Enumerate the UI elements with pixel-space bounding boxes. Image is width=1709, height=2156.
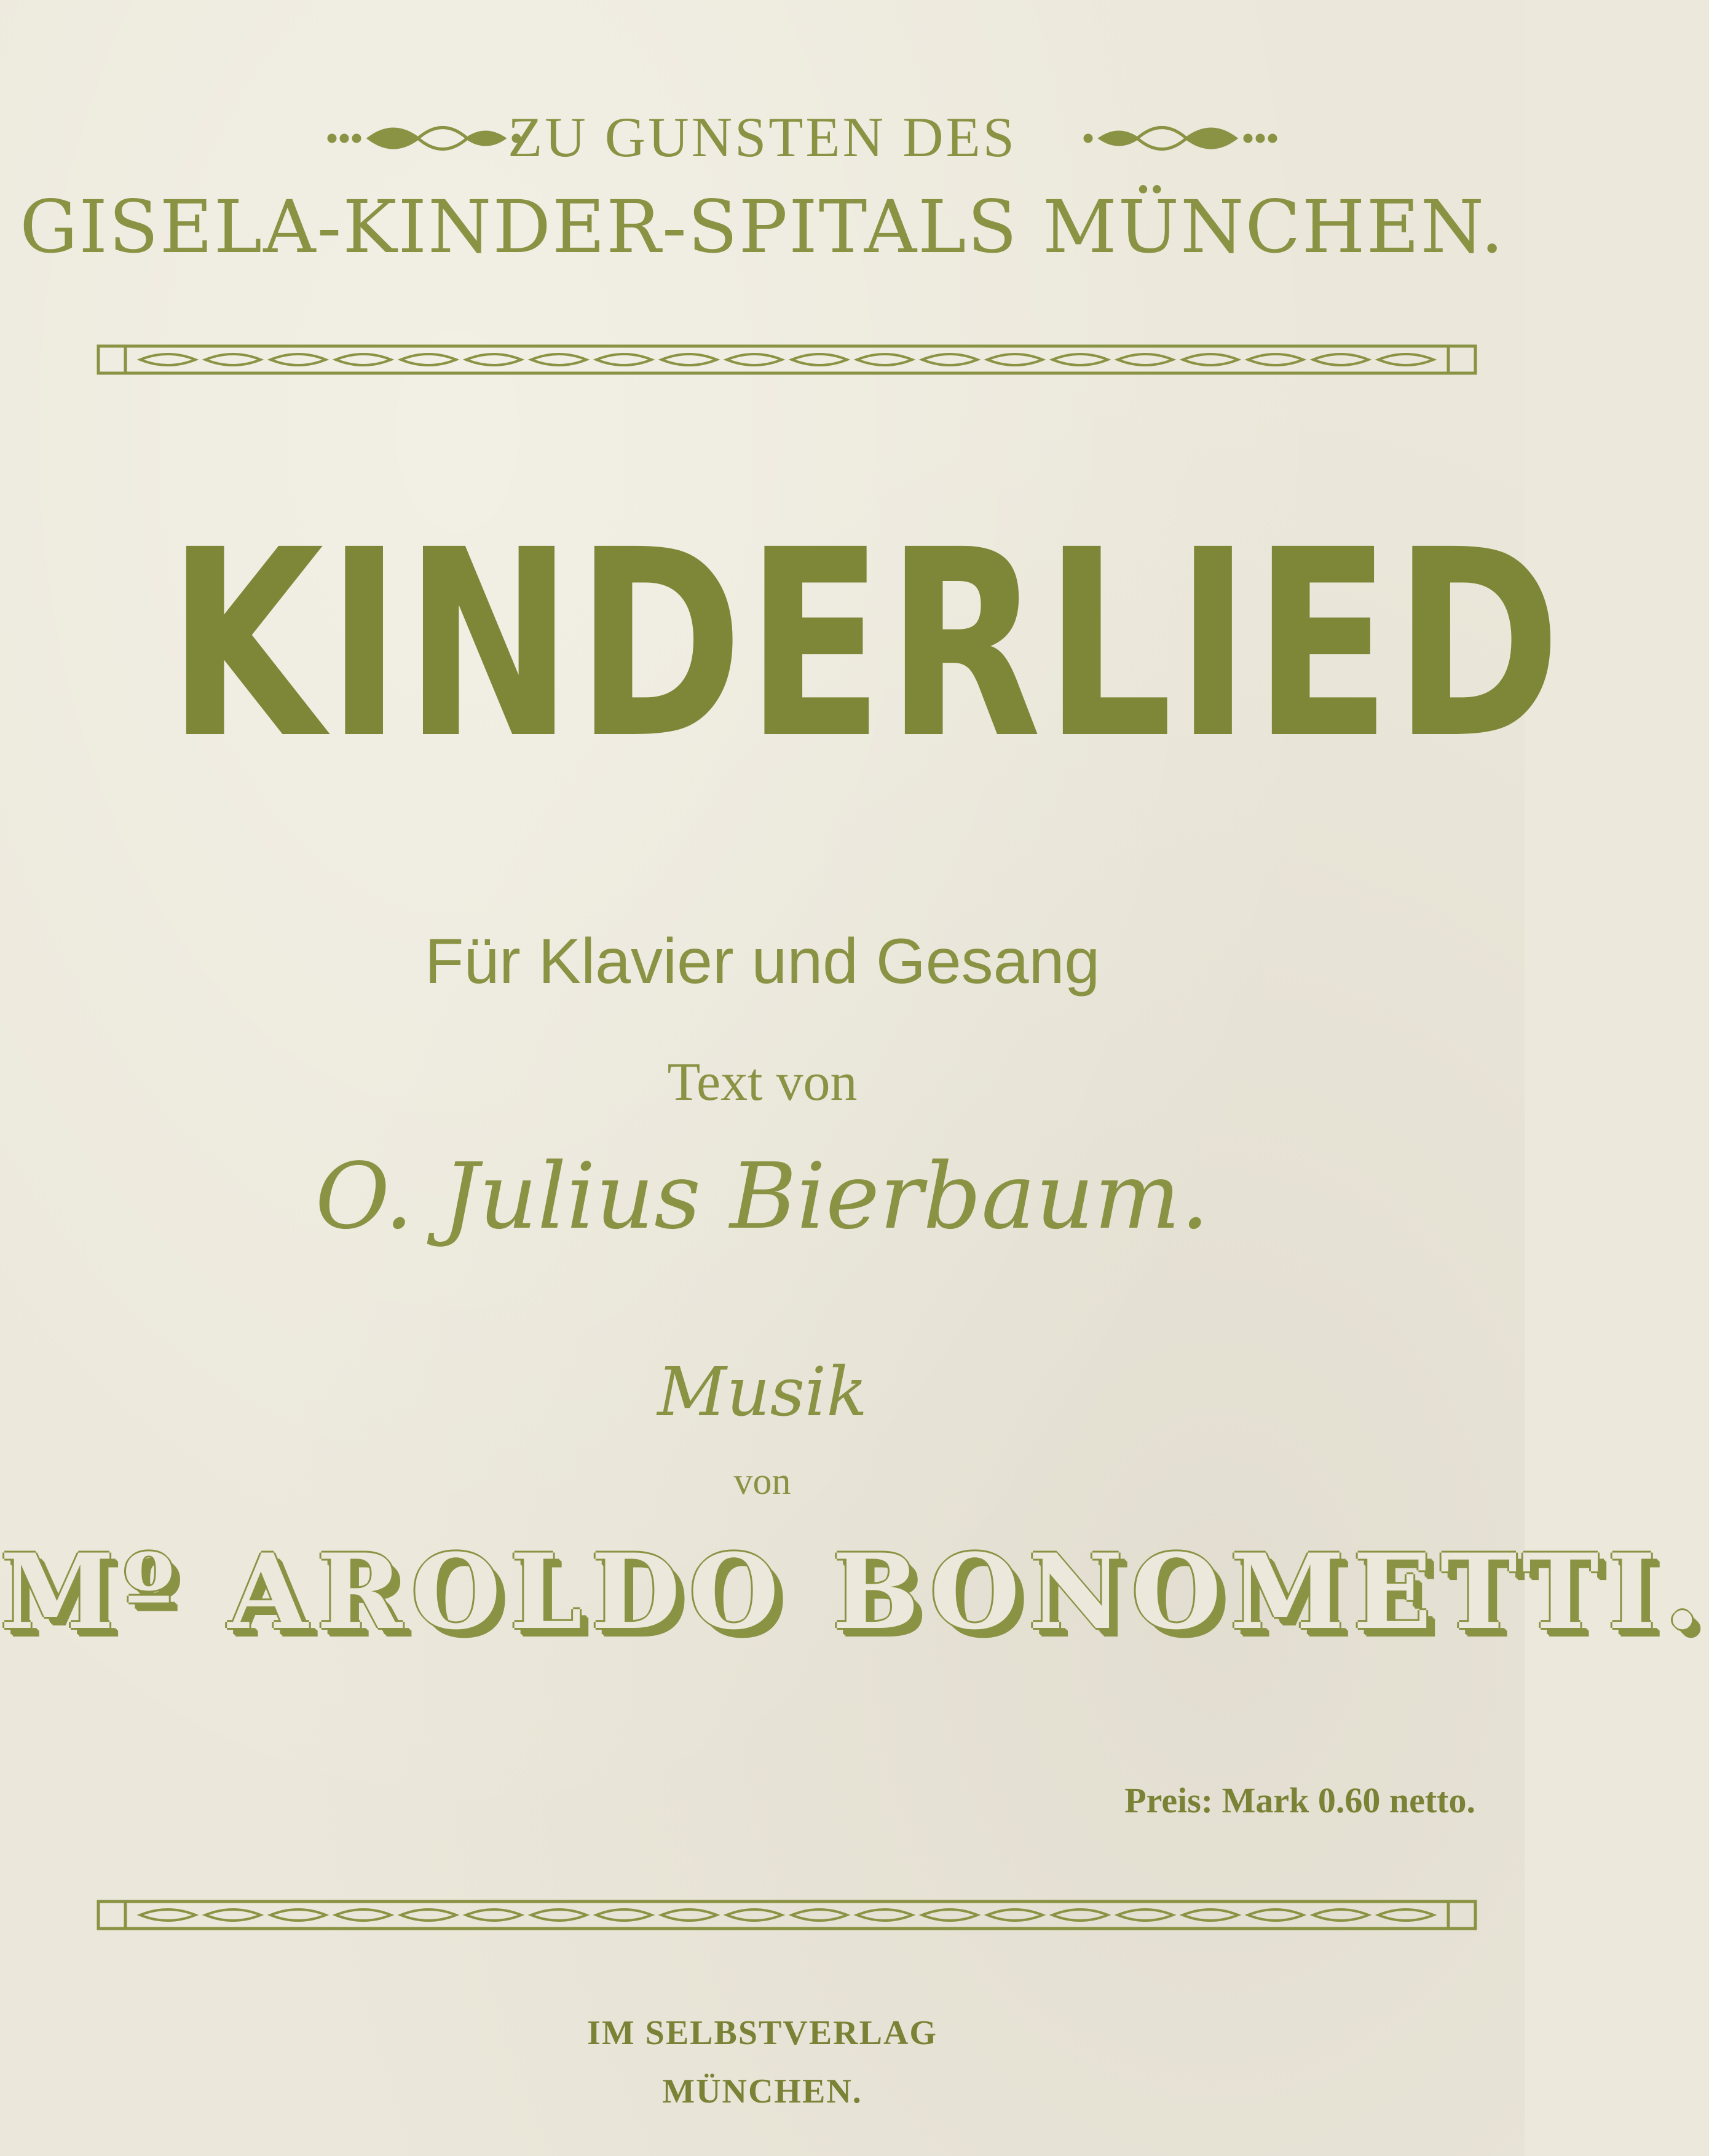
border-loop-ornament [140, 1909, 195, 1921]
border-loop-ornament [466, 354, 521, 365]
border-loop-ornament [987, 1909, 1043, 1921]
border-loop-ornament [1052, 1909, 1108, 1921]
border-loop-ornament [1052, 354, 1108, 365]
border-loop-ornament [1378, 354, 1434, 365]
border-loop-ornament [857, 1909, 912, 1921]
border-loop-ornament [922, 354, 977, 365]
border-loop-ornament [205, 354, 261, 365]
border-loop-ornament [336, 1909, 391, 1921]
decorative-border-top [98, 341, 1475, 378]
border-loop-ornament [1183, 354, 1238, 365]
text-by-label: Text von [667, 1052, 858, 1112]
publisher-line-2: MÜNCHEN. [662, 2072, 862, 2111]
border-loop-ornament [140, 354, 195, 365]
border-loop-ornament [857, 354, 912, 365]
author-name: O. Julius Bierbaum. [315, 1143, 1210, 1249]
border-loop-ornament [1248, 354, 1303, 365]
border-loop-ornament [727, 354, 782, 365]
decorative-border-bottom [98, 1897, 1475, 1933]
border-loop-ornament [270, 354, 326, 365]
border-loop-ornament [1183, 1909, 1238, 1921]
border-loop-ornament [922, 1909, 977, 1921]
border-loop-ornament [336, 354, 391, 365]
border-loop-ornament [205, 1909, 261, 1921]
border-loop-ornament [661, 1909, 717, 1921]
music-by-label: von [733, 1461, 791, 1502]
border-loop-ornament [727, 1909, 782, 1921]
border-loop-ornament [596, 354, 652, 365]
price-text: Preis: Mark 0.60 netto. [1124, 1780, 1475, 1820]
music-label: Musik [657, 1352, 867, 1431]
border-loop-ornament [401, 354, 456, 365]
border-loop-ornament [792, 1909, 847, 1921]
instrumentation-text: Für Klavier und Gesang [424, 926, 1100, 997]
border-loop-ornament [1313, 354, 1368, 365]
header-line-2: GISELA-KINDER-SPITALS MÜNCHEN. [20, 184, 1505, 269]
border-loop-ornament [531, 1909, 586, 1921]
border-loop-ornament [1248, 1909, 1303, 1921]
border-loop-ornament [987, 354, 1043, 365]
border-loop-ornament [1378, 1909, 1434, 1921]
header-line-1: ZU GUNSTEN DES [508, 106, 1017, 168]
border-loop-ornament [596, 1909, 652, 1921]
border-loop-ornament [792, 354, 847, 365]
border-loop-ornament [661, 354, 717, 365]
border-loop-ornament [1313, 1909, 1368, 1921]
publisher-line-1: IM SELBSTVERLAG [587, 2014, 937, 2052]
border-loop-ornament [466, 1909, 521, 1921]
composer-name: Mº AROLDO BONOMETTI. [0, 1531, 1709, 1653]
border-loop-ornament [1118, 1909, 1173, 1921]
border-loop-ornament [531, 354, 586, 365]
border-loop-ornament [1118, 354, 1173, 365]
border-loop-ornament [401, 1909, 456, 1921]
page-title: KINDERLIED [167, 495, 1564, 796]
border-loop-ornament [270, 1909, 326, 1921]
